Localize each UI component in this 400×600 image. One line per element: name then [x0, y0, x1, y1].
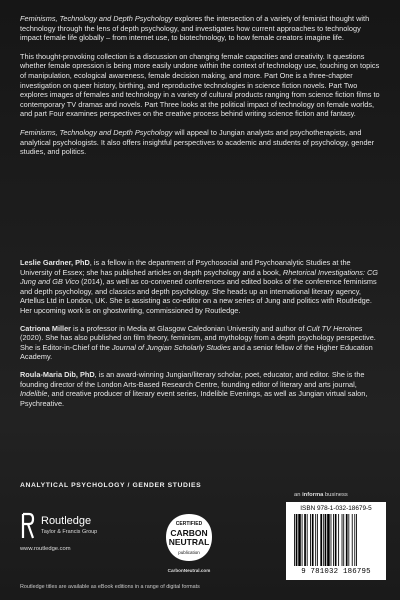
publisher-url: www.routledge.com: [20, 546, 71, 552]
bio-miller: [20, 324, 382, 362]
blurb-text: will appeal to Jungian analysts and psychotherapists, and analytical psychologists. It also offers insightful perspectives to academic and students of psychology, gender studies, and politics.: [20, 127, 375, 157]
carbon-main-1: CARBON: [170, 528, 208, 538]
bio-text: and a senior fellow of the Higher Education Academy.: [20, 342, 373, 362]
barcode-group-1: 781032: [310, 568, 339, 576]
informa-suffix: business: [323, 492, 348, 498]
publisher-logo: [20, 512, 140, 572]
bio-name: Roula-Maria Dib, PhD: [20, 369, 95, 379]
bio-name: Catriona Miller: [20, 323, 72, 333]
subject-category: ANALYTICAL PSYCHOLOGY / GENDER STUDIES: [20, 482, 202, 489]
publisher-name: Routledge: [41, 515, 92, 527]
blurb-paragraph-1: [20, 14, 382, 43]
blurb-paragraph-2: This thought-provoking collection is a discussion on changing female capacities and creativity. It questions whether female opression is being more easily undone within the context of technology use, touching on topics of manipulation, ecological awareness, female decision making, and more. Part One is a three-chapter investigation on queer history, birthing, and reproductive technologies in science fiction novels. Part Two explores images of females and technology in a variety of cultural products ranging from science fiction films to contemporary TV dramas and novels. Part Three looks at the political impact of technology on female worlds, and part Four examines perspectives on the creative process behind writing science fiction and fantasy.: [20, 51, 380, 119]
carbon-neutral-badge: [158, 510, 220, 578]
carbon-url: CarbonNeutral.com: [167, 568, 211, 573]
carbon-neutral-seal-icon: [158, 510, 220, 566]
bio-gardner: [20, 258, 382, 316]
editor-bios: [20, 258, 382, 416]
barcode-icon: [292, 514, 380, 568]
bio-text: , is a fellow in the department of Psychosocial and Psychoanalytic Studies at the University of Essex; she has published articles on depth psychology and a book,: [20, 258, 351, 277]
bio-text: (2020). She has also published on film theory, feminism, and mythology from a depth psychology perspective. She is Editor-in-Chief of the: [20, 333, 376, 352]
blurb-paragraph-3: [20, 128, 382, 157]
carbon-main-2: NEUTRAL: [168, 537, 210, 547]
barcode-digits: [286, 568, 386, 576]
bio-dib: [20, 370, 382, 408]
bio-name: Leslie Gardner, PhD: [20, 258, 90, 267]
informa-prefix: an: [294, 492, 303, 498]
book-blurb: [20, 14, 382, 166]
informa-tagline: [294, 492, 348, 498]
bio-text: (2014), as well as co-convened conferences and edited books of the conference feminisms and depth psychology, and classics and depth psychology. She heads up an international literary agency, Artellus Ltd in London, UK. She is assisting as co-editor on a new series of Jung and politics with Routledge. Her upcoming work is on ghostwriting, commissioned by Routledge.: [20, 277, 377, 315]
bio-text: , and creative producer of literary event series, Indelible Evenings, as well as Jungian virtual salon, Psychreative.: [20, 389, 368, 408]
barcode-panel: [286, 502, 386, 580]
carbon-top-text: CERTIFIED: [175, 521, 203, 527]
book-title-ref: Feminisms, Technology and Depth Psychology: [20, 14, 173, 23]
blurb-text: explores the intersection of a variety of feminist thought with technology through the lens of depth psychology, and investigates how current approaches to technology impact female life globally – from internet use, to biotechnology, to how female creators imagine life.: [20, 14, 370, 43]
book-title-ref: Feminisms, Technology and Depth Psychology: [20, 127, 173, 137]
bio-journal: Indelible: [20, 389, 48, 399]
routledge-logo-icon: [20, 512, 36, 540]
bio-book: Rhetorical Investigations: CG Jung and GB Vico: [20, 267, 379, 287]
bio-text: is a professor in Media at Glasgow Caledonian University and author of: [71, 323, 307, 333]
ebook-note: Routledge titles are available as eBook editions in a range of digital formats: [20, 584, 200, 590]
carbon-sub-text: publication: [178, 550, 200, 555]
barcode-group-2: 186795: [342, 568, 371, 576]
bio-book: Cult TV Heroines: [306, 323, 363, 333]
bio-text: , is an award-winning Jungian/literary scholar, poet, educator, and editor. She is the founding director of the London Arts-Based Research Centre, founding editor of literary and arts journal,: [20, 369, 365, 389]
isbn-text: ISBN 978-1-032-18679-5: [300, 505, 372, 512]
bio-journal: Journal of Jungian Scholarly Studies: [111, 342, 231, 352]
publisher-group: Taylor & Francis Group: [41, 529, 98, 535]
barcode-lead-digit: 9: [301, 568, 306, 576]
informa-brand: informa: [302, 492, 324, 498]
